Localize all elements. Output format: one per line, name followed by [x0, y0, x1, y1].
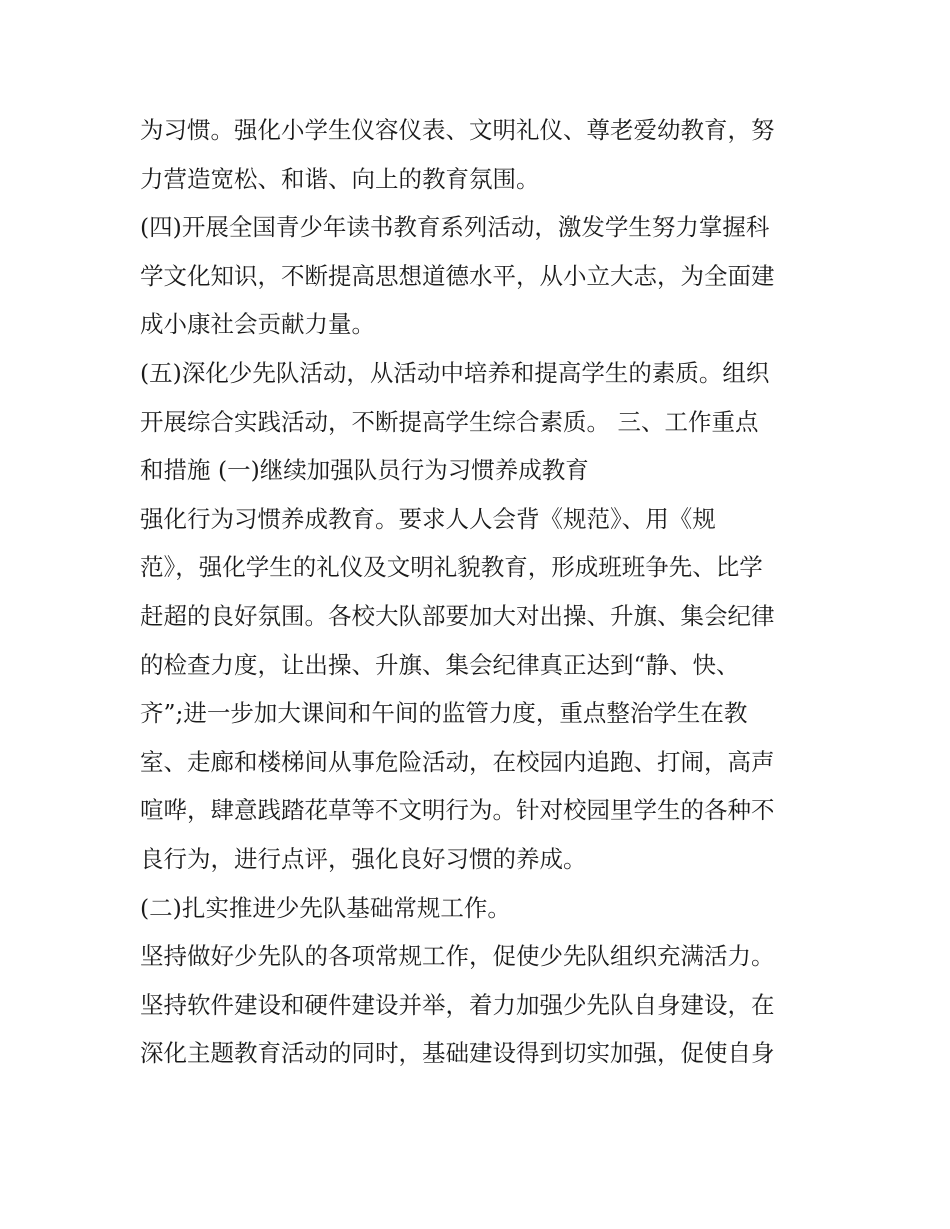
text-line: 坚持软件建设和硬件建设并举，着力加强少先队自身建设，在 [140, 990, 775, 1019]
text-line: 深化主题教育活动的同时，基础建设得到切实加强，促使自身 [140, 1039, 775, 1068]
text-line: 学文化知识，不断提高思想道德水平，从小立大志，为全面建 [140, 261, 775, 290]
text-line: 和措施 (一)继续加强队员行为习惯养成教育 [140, 456, 589, 485]
text-line: 室、走廊和楼梯间从事危险活动，在校园内追跑、打闹，高声 [140, 747, 775, 776]
text-line: 喧哗，肆意践踏花草等不文明行为。针对校园里学生的各种不 [140, 796, 775, 825]
text-line: 为习惯。强化小学生仪容仪表、文明礼仪、尊老爱幼教育，努 [140, 116, 775, 144]
text-line: 坚持做好少先队的各项常规工作，促使少先队组织充满活力。 [140, 942, 775, 971]
text-line: 开展综合实践活动，不断提高学生综合素质。 三、工作重点 [140, 407, 759, 436]
text-line: 赶超的良好氛围。各校大队部要加大对出操、升旗、集会纪律 [140, 601, 775, 630]
text-line: (二)扎实推进少先队基础常规工作。 [140, 893, 511, 922]
text-line: 成小康社会贡献力量。 [140, 310, 375, 339]
text-line: (四)开展全国青少年读书教育系列活动，激发学生努力掌握科 [140, 213, 770, 242]
text-line: (五)深化少先队活动，从活动中培养和提高学生的素质。组织 [140, 358, 770, 387]
text-line: 的检查力度，让出操、升旗、集会纪律真正达到“静、快、 [140, 650, 740, 679]
text-line: 力营造宽松、和谐、向上的教育氛围。 [140, 164, 540, 193]
text-line: 强化行为习惯养成教育。要求人人会背《规范》、用《规 [140, 504, 716, 533]
body-text [140, 106, 820, 1078]
text-line: 齐”;进一步加大课间和午间的监管力度，重点整治学生在教 [140, 699, 748, 728]
text-line: 良行为，进行点评，强化良好习惯的养成。 [140, 844, 587, 873]
text-line: 范》，强化学生的礼仪及文明礼貌教育，形成班班争先、比学 [140, 553, 763, 582]
